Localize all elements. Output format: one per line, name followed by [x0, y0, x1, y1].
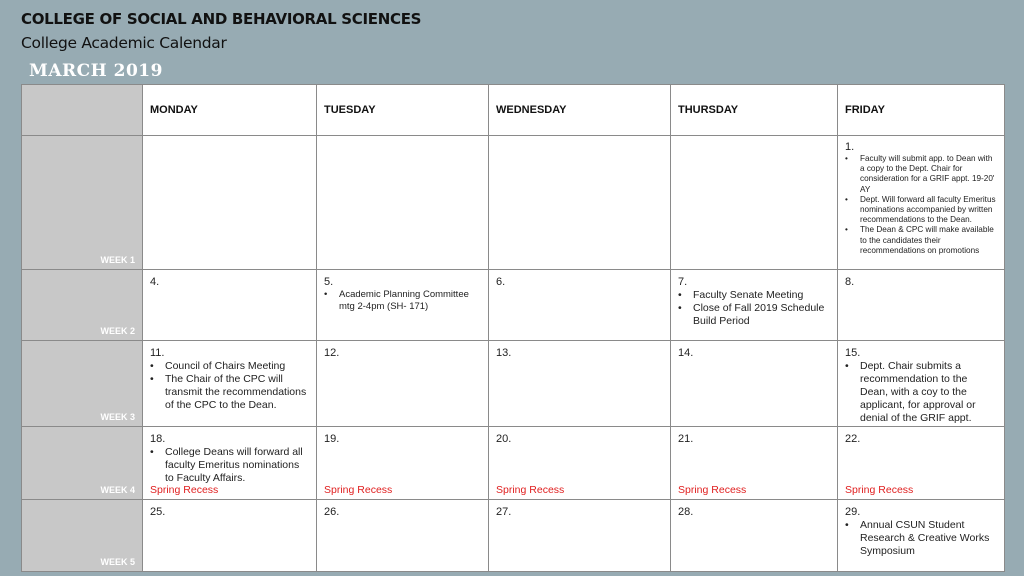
calendar-grid [21, 84, 1005, 572]
event-item: • Close of Fall 2019 Schedule Build Period [678, 302, 830, 328]
day-cell[interactable] [489, 270, 671, 341]
week-label-cell [22, 427, 143, 500]
event-item: • The Dean & CPC will make available to the candidates their recommendations on promotions [845, 225, 997, 256]
day-cell[interactable] [838, 500, 1005, 572]
week-label: WEEK 5 [100, 557, 135, 567]
week-label: WEEK 3 [100, 412, 135, 422]
event-item: • The Chair of the CPC will transmit the recommendations of the CPC to the Dean. [150, 373, 309, 412]
event-item: • Council of Chairs Meeting [150, 360, 309, 373]
day-number: 1. [845, 141, 855, 153]
day-number: 15. [845, 347, 861, 359]
spring-recess-label: Spring Recess [845, 484, 914, 496]
day-number: 19. [324, 433, 340, 445]
spring-recess-label: Spring Recess [496, 484, 565, 496]
week-label: WEEK 4 [100, 485, 135, 495]
day-header-friday: FRIDAY [838, 85, 1005, 136]
event-list [324, 289, 481, 312]
spring-recess-label: Spring Recess [150, 484, 219, 496]
corner-cell [22, 85, 143, 136]
day-number: 6. [496, 276, 506, 288]
day-cell[interactable] [838, 427, 1005, 500]
day-cell[interactable] [317, 427, 489, 500]
day-cell[interactable] [317, 136, 489, 270]
week-label: WEEK 2 [100, 326, 135, 336]
day-number: 28. [678, 506, 694, 518]
event-list [150, 360, 309, 412]
day-number: 5. [324, 276, 334, 288]
college-title: COLLEGE OF SOCIAL AND BEHAVIORAL SCIENCES [21, 10, 422, 28]
event-item: • Faculty will submit app. to Dean with a copy to the Dept. Chair for consideration for a GRIF appt. 19-20' AY [845, 154, 997, 195]
week-row [22, 500, 1005, 572]
day-number: 20. [496, 433, 512, 445]
day-number: 13. [496, 347, 512, 359]
day-header-thursday: THURSDAY [671, 85, 838, 136]
week-label-cell [22, 341, 143, 427]
day-number: 12. [324, 347, 340, 359]
day-number: 27. [496, 506, 512, 518]
day-cell[interactable] [489, 500, 671, 572]
day-header-tuesday: TUESDAY [317, 85, 489, 136]
event-item: • College Deans will forward all faculty Emeritus nominations to Faculty Affairs. [150, 446, 309, 485]
event-list [150, 446, 309, 485]
day-cell[interactable] [489, 136, 671, 270]
day-number: 21. [678, 433, 694, 445]
day-cell[interactable] [671, 500, 838, 572]
day-number: 22. [845, 433, 861, 445]
day-number: 29. [845, 506, 861, 518]
event-list [845, 154, 997, 256]
week-row [22, 427, 1005, 500]
spring-recess-label: Spring Recess [678, 484, 747, 496]
day-header-row [22, 85, 1005, 136]
week-label-cell [22, 500, 143, 572]
day-cell[interactable] [671, 341, 838, 427]
day-cell[interactable] [671, 136, 838, 270]
day-cell[interactable] [838, 270, 1005, 341]
day-header-monday: MONDAY [143, 85, 317, 136]
day-number: 25. [150, 506, 166, 518]
event-item: • Faculty Senate Meeting [678, 289, 830, 302]
day-cell[interactable] [143, 270, 317, 341]
day-cell[interactable] [143, 136, 317, 270]
day-number: 4. [150, 276, 160, 288]
day-number: 8. [845, 276, 855, 288]
day-cell[interactable] [143, 500, 317, 572]
week-row [22, 270, 1005, 341]
week-row [22, 136, 1005, 270]
day-cell[interactable] [143, 341, 317, 427]
week-label: WEEK 1 [100, 255, 135, 265]
day-cell[interactable] [838, 136, 1005, 270]
day-cell[interactable] [671, 270, 838, 341]
day-cell[interactable] [838, 341, 1005, 427]
event-list [845, 519, 997, 558]
spring-recess-label: Spring Recess [324, 484, 393, 496]
event-item: • Dept. Chair submits a recommendation to the Dean, with a coy to the applicant, for approval or denial of the GRIF appt. [845, 360, 997, 425]
day-cell[interactable] [489, 427, 671, 500]
day-cell[interactable] [317, 270, 489, 341]
event-list [845, 360, 997, 425]
week-label-cell [22, 136, 143, 270]
week-row [22, 341, 1005, 427]
day-cell[interactable] [317, 500, 489, 572]
day-number: 11. [150, 347, 165, 359]
month-title: MARCH 2019 [29, 61, 163, 81]
event-item: • Annual CSUN Student Research & Creative Works Symposium [845, 519, 997, 558]
calendar-subtitle: College Academic Calendar [21, 34, 227, 52]
day-number: 26. [324, 506, 340, 518]
day-number: 14. [678, 347, 694, 359]
day-cell[interactable] [489, 341, 671, 427]
week-label-cell [22, 270, 143, 341]
day-cell[interactable] [671, 427, 838, 500]
day-number: 18. [150, 433, 166, 445]
event-item: • Dept. Will forward all faculty Emeritus nominations accompanied by written recommendations to the Dean. [845, 195, 997, 226]
day-number: 7. [678, 276, 688, 288]
day-cell[interactable] [143, 427, 317, 500]
day-header-wednesday: WEDNESDAY [489, 85, 671, 136]
event-list [678, 289, 830, 328]
day-cell[interactable] [317, 341, 489, 427]
event-item: • Academic Planning Committee mtg 2-4pm (SH- 171) [324, 289, 481, 312]
